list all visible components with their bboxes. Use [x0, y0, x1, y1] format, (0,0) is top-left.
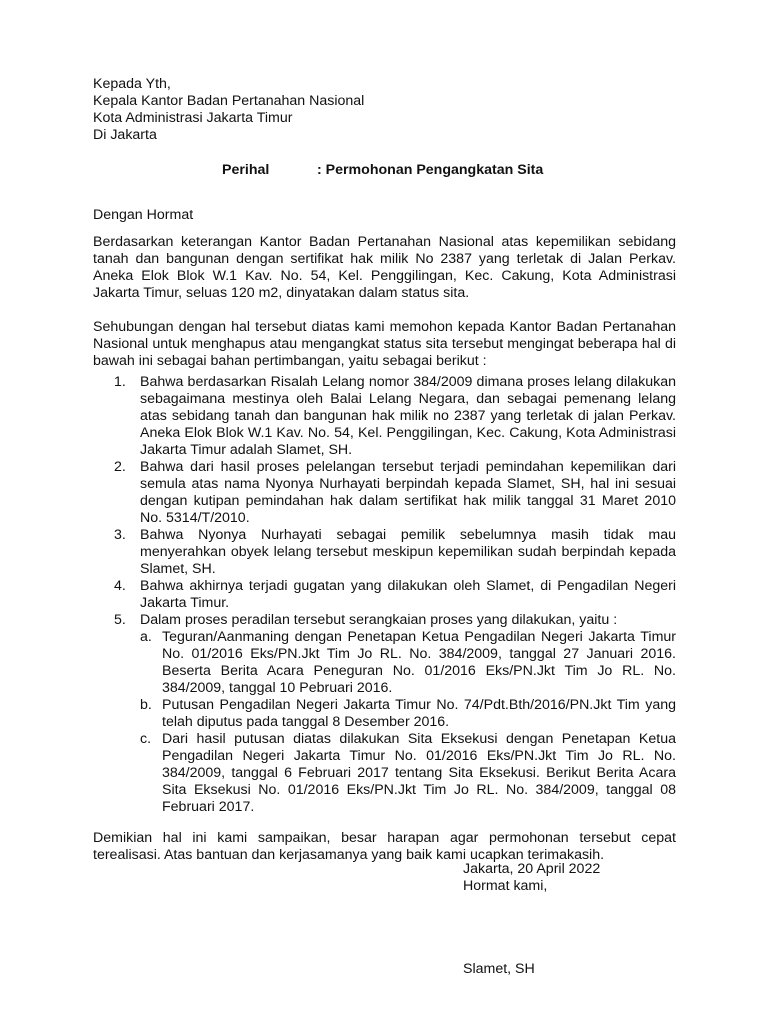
regards: Hormat kami, — [463, 878, 548, 894]
list-number: 1. — [114, 374, 126, 390]
address-line: Kepala Kantor Badan Pertanahan Nasional — [93, 93, 365, 109]
list-number: 5. — [114, 612, 126, 628]
list-text: Bahwa berdasarkan Risalah Lelang nomor 384/2009 dimana proses lelang dilakukan sebagaimana mestinya oleh Balai Lelang Negara, dan sebagai pemenang lelang atas sebidang tanah dan bangunan hak milik no 2387 yang terletak di jalan Perkav. Aneka Elok Blok W.1 Kav. No. 54, Kel. Penggilingan, Kec. Cakung, Kota Administrasi Jakarta Timur adalah Slamet, SH. — [140, 374, 676, 458]
paragraph-1: Berdasarkan keterangan Kantor Badan Pertanahan Nasional atas kepemilikan sebidang tanah dan bangunan dengan sertifikat hak milik No 2387 yang terletak di Jalan Perkav. Aneka Elok Blok W.1 Kav. No. 54, Kel. Penggilingan, Kec. Cakung, Kota Administrasi Jakarta Timur, seluas 120 m2, dinyatakan dalam status sita. — [93, 234, 676, 301]
list-text: Bahwa dari hasil proses pelelangan tersebut terjadi pemindahan kepemilikan dari semula atas nama Nyonya Nurhayati berpindah kepada Slamet, SH, hal ini sesuai dengan kutipan pemindahan hak dalam sertifikat hak milik tanggal 31 Maret 2010 No. 5314/T/2010. — [140, 459, 676, 526]
place-date: Jakarta, 20 April 2022 — [463, 861, 601, 877]
list-text: Bahwa Nyonya Nurhayati sebagai pemilik sebelumnya masih tidak mau menyerahkan obyek lelang tersebut meskipun kepemilikan sudah berpindah kepada Slamet, SH. — [140, 527, 676, 577]
sub-list-item — [140, 731, 676, 816]
sub-list-letter: a. — [140, 629, 152, 645]
subject-label: Perihal — [222, 162, 270, 178]
letter-body — [93, 76, 676, 864]
list-item — [93, 612, 676, 816]
points-list — [93, 374, 676, 816]
list-number: 2. — [114, 459, 126, 475]
sub-list-letter: b. — [140, 697, 152, 713]
list-item — [93, 459, 676, 527]
list-text: Bahwa akhirnya terjadi gugatan yang dilakukan oleh Slamet, di Pengadilan Negeri Jakarta Timur. — [140, 578, 676, 611]
list-text: Dalam proses peradilan tersebut serangkaian proses yang dilakukan, yaitu : — [140, 612, 618, 628]
sub-list-text: Teguran/Aanmaning dengan Penetapan Ketua Pengadilan Negeri Jakarta Timur No. 01/2016 Eks/PN.Jkt Tim Jo RL. No. 384/2009, tanggal 27 Januari 2016. Beserta Berita Acara Peneguran No. 01/2016 Eks/PN.Jkt Tim Jo RL. No. 384/2009, tanggal 10 Pebruari 2016. — [162, 629, 676, 696]
recipient-address — [93, 76, 676, 144]
list-number: 3. — [114, 527, 126, 543]
address-line: Di Jakarta — [93, 127, 157, 143]
sub-list-letter: c. — [140, 731, 152, 747]
greeting: Dengan Hormat — [93, 207, 194, 223]
list-number: 4. — [114, 578, 126, 594]
signer-name: Slamet, SH — [463, 961, 535, 977]
sub-list-text: Putusan Pengadilan Negeri Jakarta Timur No. 74/Pdt.Bth/2016/PN.Jkt Tim yang telah diputus pada tanggal 8 Desember 2016. — [162, 697, 676, 730]
list-item — [93, 527, 676, 578]
signature-block — [463, 861, 600, 895]
address-line: Kota Administrasi Jakarta Timur — [93, 110, 293, 126]
subject-line — [222, 162, 676, 179]
subpoints-list — [140, 629, 676, 816]
sub-list-item — [140, 629, 676, 697]
address-line: Kepada Yth, — [93, 76, 171, 92]
sub-list-item — [140, 697, 676, 731]
paragraph-2: Sehubungan dengan hal tersebut diatas kami memohon kepada Kantor Badan Pertanahan Nasional untuk menghapus atau mengangkat status sita tersebut mengingat beberapa hal di bawah ini sebagai bahan pertimbangan, yaitu sebagai berikut : — [93, 319, 676, 369]
list-item — [93, 578, 676, 612]
list-item — [93, 374, 676, 459]
sub-list-text: Dari hasil putusan diatas dilakukan Sita Eksekusi dengan Penetapan Ketua Pengadilan Negeri Jakarta Timur No. 01/2016 Eks/PN.Jkt Tim Jo RL. No. 384/2009, tanggal 6 Februari 2017 tentang Sita Eksekusi. Berikut Berita Acara Sita Eksekusi No. 01/2016 Eks/PN.Jkt Tim Jo RL. No. 384/2009, tanggal 08 Februari 2017. — [162, 731, 676, 815]
subject-text: : Permohonan Pengangkatan Sita — [317, 162, 544, 178]
closing-paragraph: Demikian hal ini kami sampaikan, besar harapan agar permohonan tersebut cepat terealisasi. Atas bantuan dan kerjasamanya yang baik kami ucapkan terimakasih. — [93, 830, 676, 863]
